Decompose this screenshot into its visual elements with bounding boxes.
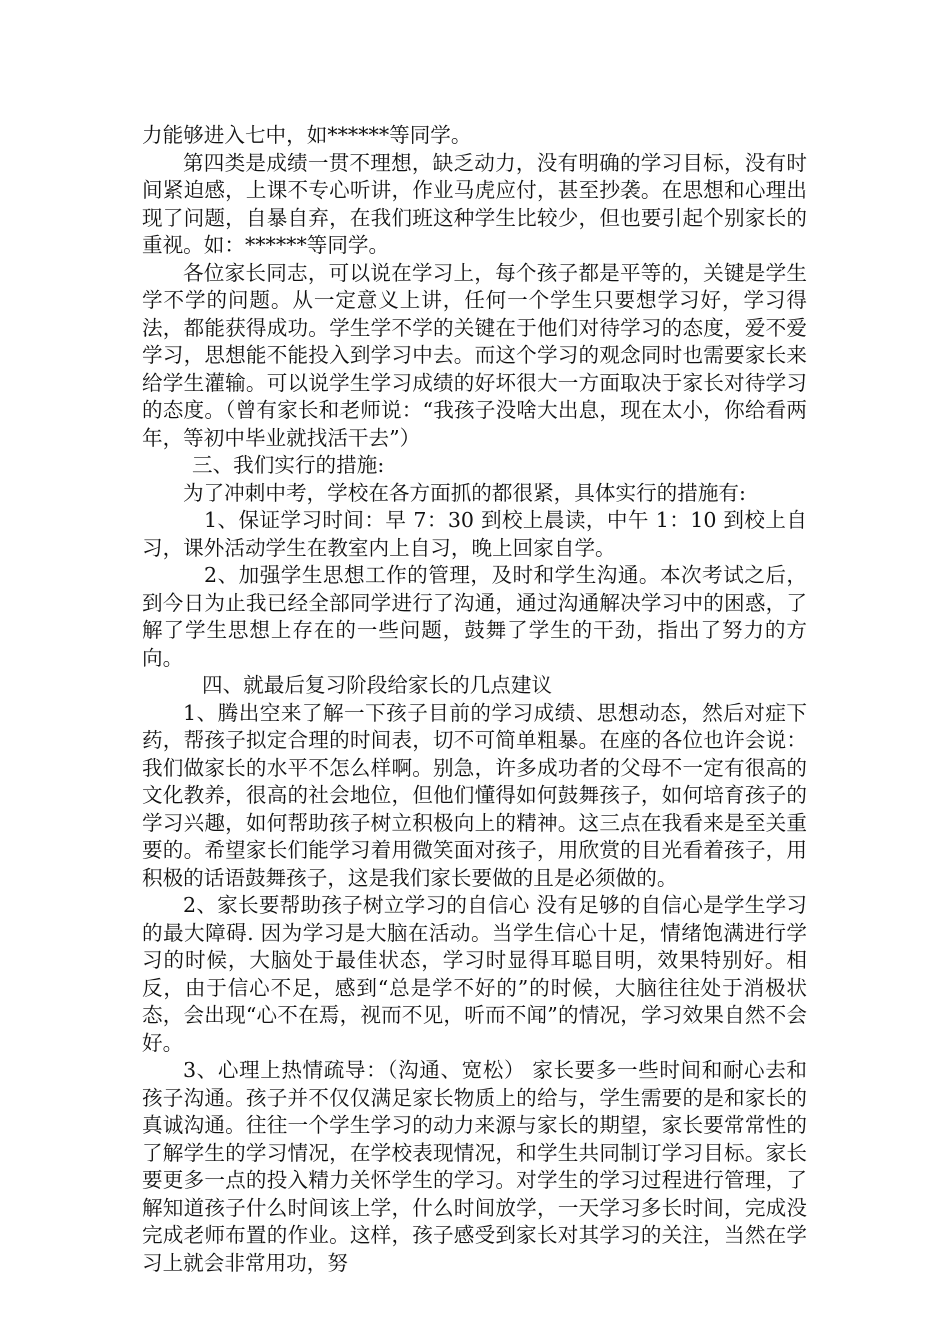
measure-item-2: 2、加强学生思想工作的管理，及时和学生沟通。本次考试之后，到今日为止我已经全部同学进行了沟通，通过沟通解决学习中的困惑，了解了学生思想上存在的一些问题，鼓舞了学生的干劲，指出了努力的方向。 — [142, 563, 807, 670]
suggestion-item-3: 3、心理上热情疏导：（沟通、宽松） 家长要多一些时间和耐心去和孩子沟通。孩子并不仅仅满足家长物质上的给与，学生需要的是和家长的真诚沟通。往往一个学生学习的动力来源与家长的期望，家长要常常性的了解学生的学习情况，在学校表现情况，和学生共同制订学习目标。家长要更多一点的投入精力关怀学生的学习。对学生的学习过程进行管理，了解知道孩子什么时间该上学，什么时间放学，一天学习多长时间，完成没完成老师布置的作业。这样，孩子感受到家长对其学习的关注，当然在学习上就会非常用功，努 — [142, 1058, 807, 1275]
suggestion-item-1: 1、腾出空来了解一下孩子目前的学习成绩、思想动态，然后对症下药，帮孩子拟定合理的时间表，切不可简单粗暴。在座的各位也许会说：我们做家长的水平不怎么样啊。别急，许多成功者的父母不一定有很高的文化教养，很高的社会地位，但他们懂得如何鼓舞孩子，如何培育孩子的学习兴趣，如何帮助孩子树立积极向上的精神。这三点在我看来是至关重要的。希望家长们能学习着用微笑面对孩子，用欣赏的目光看着孩子，用积极的话语鼓舞孩子，这是我们家长要做的且是必须做的。 — [142, 700, 807, 890]
paragraph-measures-intro: 为了冲刺中考，学校在各方面抓的都很紧，具体实行的措施有: — [183, 480, 746, 505]
measure-item-1: 1、保证学习时间：早 7：30 到校上晨读，中午 1：10 到校上自习，课外活动学生在教室内上自习，晚上回家自学。 — [142, 508, 807, 560]
paragraph-category-four: 第四类是成绩一贯不理想，缺乏动力，没有明确的学习目标，没有时间紧迫感，上课不专心听讲，作业马虎应付，甚至抄袭。在思想和心理出现了问题，自暴自弃，在我们班这种学生比较少，但也要引起个别家长的重视。如：******等同学。 — [142, 150, 807, 257]
section-heading-measures: 三、我们实行的措施: — [192, 453, 385, 477]
document-page — [142, 122, 807, 1277]
paragraph-continuation: 力能够进入七中，如******等同学。 — [142, 123, 472, 147]
section-heading-suggestions: 四、就最后复习阶段给家长的几点建议 — [202, 673, 553, 697]
suggestion-item-2: 2、家长要帮助孩子树立学习的自信心 没有足够的自信心是学生学习的最大障碍. 因为学习是大脑在活动。当学生信心十足，情绪饱满进行学习的时候，大脑处于最佳状态，学习时显得耳聪目明，效果特别好。相反，由于信心不足，感到“总是学不好的”的时候，大脑往往处于消极状态，会出现“心不在焉，视而不见，听而不闻”的情况，学习效果自然不会好。 — [142, 893, 807, 1055]
paragraph-parents-address: 各位家长同志，可以说在学习上，每个孩子都是平等的，关键是学生学不学的问题。从一定意义上讲，任何一个学生只要想学习好，学习得法，都能获得成功。学生学不学的关键在于他们对待学习的态度，爱不爱学习，思想能不能投入到学习中去。而这个学习的观念同时也需要家长来给学生灌输。可以说学生学习成绩的好坏很大一方面取决于家长对待学习的态度。（曾有家长和老师说：“我孩子没啥大出息，现在太小，你给看两年，等初中毕业就找活干去”） — [142, 260, 807, 450]
